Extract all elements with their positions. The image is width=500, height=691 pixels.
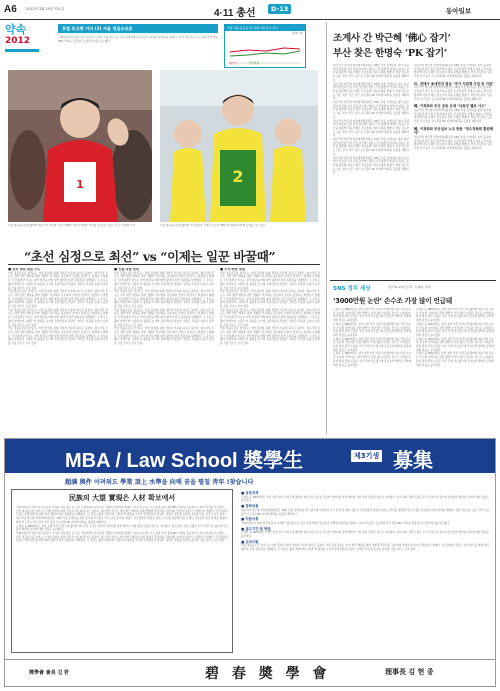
photo-right-caption: 서울 정읍유로문에 출마한 민주통합당 신경민 후보가 28일 지지자들과 함께 유세를 하고 있다. (160, 224, 266, 227)
election-logo (5, 24, 39, 66)
page-number: A6 (4, 4, 17, 15)
ad-label-eligibility: ■ 응모자격 (241, 491, 259, 495)
right-body-left: 새누리당 박근혜 비상대책위원장은 28일 서울 조계사를 찾아 불교계 인사들과 만나 민심 잡기에 나섰다. 민주통합당 한명숙 대표는 부산을 방문해 낙동강 벨트 후보들의 지원 유세를 펼쳤다. 양당 지도부는 남은 선거 기간 동안 수도권과 PK 지역에 화력을 집중할 계획이다. 새누리당 박근혜 비상대책위원장은 28일 서울 조계사를 찾아 불교계 인사들과 만나 민심 잡기에 나섰다. 민주통합당 한명숙 대표는 부산을 방문해 낙동강 벨트 후보들의 지원 유세를 펼쳤다. 양당 지도부는 남은 선거 기간 동안 수도권과 PK 지역에 화력을 집중할 계획이다. 새누리당 박근혜 비상대책위원장은 28일 서울 조계사를 찾아 불교계 인사들과 만나 민심 잡기에 나섰다. 민주통합당 한명숙 대표는 부산을 방문해 낙동강 벨트 후보들의 지원 유세를 펼쳤다. 양당 지도부는 남은 선거 기간 동안 수도권과 PK 지역에 화력을 집중할 계획이다. 새누리당 박근혜 비상대책위원장은 28일 서울 조계사를 찾아 불교계 인사들과 만나 민심 잡기에 나섰다. 민주통합당 한명숙 대표는 부산을 방문해 낙동강 벨트 후보들의 지원 유세를 펼쳤다. 양당 지도부는 남은 선거 기간 동안 수도권과 PK 지역에 화력을 집중할 계획이다. 새누리당 박근혜 비상대책위원장은 28일 서울 조계사를 찾아 불교계 인사들과 만나 민심 잡기에 나섰다. 민주통합당 한명숙 대표는 부산을 방문해 낙동강 벨트 후보들의 지원 유세를 펼쳤다. 양당 지도부는 남은 선거 기간 동안 수도권과 PK 지역에 화력을 집중할 계획이다. 새누리당 박근혜 비상대책위원장은 28일 서울 조계사를 찾아 불교계 인사들과 만나 민심 잡기에 나섰다. 민주통합당 한명숙 대표는 부산을 방문해 낙동강 벨트 후보들의 지원 유세를 펼쳤다. 양당 지도부는 남은 선거 기간 동안 수도권과 PK 지역에 화력을 집중할 계획이다. (333, 64, 409, 175)
article-sub-b: ■ 인물 대결 양상 (114, 268, 139, 271)
poll-lines (228, 38, 302, 64)
headline-rule (8, 264, 320, 265)
election-logo-line1: 약속 (5, 23, 27, 36)
article-sub-a: ■ 정치 세력 대결 구도 (8, 268, 41, 271)
section-dday-tag: D-13 (268, 4, 291, 14)
ad-title: MBA / Law School 奬學生 (65, 450, 304, 472)
sns-rule (330, 280, 496, 281)
ad-right-details: ■ 응모자격 트위터 등 SNS에서는 선거 초반 부산 사상구에 출마한 새누리당 손수조 후보의 선거비용 관련 발언이 가장 많이 언급된 것으로 나타났다. 분석 결과 관련 트윗은 수만 건에 이르렀으며 후보들의 발언과 공약에 대한 관심도 높아졌다. ■ 장학내용 새누리당 박근혜 비상대책위원장은 28일 서울 조계사를 찾아 불교계 인사들과 만나 민심 잡기에 나섰다. 민주통합당 한명숙 대표는 부산을 방문해 낙동강 벨트 후보들의 지원 유세를 펼쳤다. 양당 지도부는 남은 선거 기간 동안 수도권과 PK 지역에 화력을 집중할 계획이다. ■ 지원서류 국회의원선거 첫날 선거 운동이 시작된 서울 종로 등 주요 격전지에서 후보들이 치열한 유세전을 펼쳤다. 여야 지도부는 수도권과 부산·경남(PK) 지역을 집중적으로 찾아 지지를 호소했다. ■ 접수기간 및 방법 트위터 등 SNS에서는 선거 초반 부산 사상구에 출마한 새누리당 손수조 후보의 선거비용 관련 발언이 가장 많이 언급된 것으로 나타났다. 분석 결과 관련 트윗은 수만 건에 이르렀으며 후보들의 발언과 공약에 대한 관심도 높아졌다. ■ 유의사항 서울 정읍유로문 선거구는 이번 총선의 최대 격전지 가운데 하나로 꼽힌다. 새누리당 후보는 지역 현안 해결을 위한 경험과 추진력을 강조하며 초선의 심정으로 뛰겠다고 밝혔다. 민주통합당 후보는 지역 일꾼을 바꿀 때가 됐다며 정권 심판론을 내세웠다. 두 후보는 출마 첫날부터 시장과 역 광장을 오가며 유권자들과 만났다. 양측은 부동층 표심이 승부를 가를 것으로 보고 있다. (241, 491, 489, 552)
ad-left-box: 民族의 大望 實現은 人材 확보에서 국회의원선거 첫날 선거 운동이 시작된 서울 종로 등 주요 격전지에서 후보들이 치열한 유세전을 펼쳤다. 여야 지도부는 수도권과 부산·경남(PK) 지역을 집중적으로 찾아 지지를 호소했다. 서울 정읍유로문 선거구는 이번 총선의 최대 격전지 가운데 하나로 꼽힌다. 새누리당 후보는 지역 현안 해결을 위한 경험과 추진력을 강조하며 초선의 심정으로 뛰겠다고 밝혔다. 민주통합당 후보는 지역 일꾼을 바꿀 때가 됐다며 정권 심판론을 내세웠다. 두 후보는 출마 첫날부터 시장과 역 광장을 오가며 유권자들과 만났다. 양측은 부동층 표심이 승부를 가를 것으로 보고 있다. 새누리당 박근혜 비상대책위원장은 28일 서울 조계사를 찾아 불교계 인사들과 만나 민심 잡기에 나섰다. 민주통합당 한명숙 대표는 부산을 방문해 낙동강 벨트 후보들의 지원 유세를 펼쳤다. 양당 지도부는 남은 선거 기간 동안 수도권과 PK 지역에 화력을 집중할 계획이다. 트위터 등 SNS에서는 선거 초반 부산 사상구에 출마한 새누리당 손수조 후보의 선거비용 관련 발언이 가장 많이 언급된 것으로 나타났다. 분석 결과 관련 트윗은 수만 건에 이르렀으며 후보들의 발언과 공약에 대한 관심도 높아졌다. 국회의원선거 첫날 선거 운동이 시작된 서울 종로 등 주요 격전지에서 후보들이 치열한 유세전을 펼쳤다. 여야 지도부는 수도권과 부산·경남(PK) 지역을 집중적으로 찾아 지지를 호소했다. 서울 정읍유로문 선거구는 이번 총선의 최대 격전지 가운데 하나로 꼽힌다. 새누리당 후보는 지역 현안 해결을 위한 경험과 추진력을 강조하며 초선의 심정으로 뛰겠다고 밝혔다. 민주통합당 후보는 지역 일꾼을 바꿀 때가 됐다며 정권 심판론을 내세웠다. 두 후보는 출마 첫날부터 시장과 역 광장을 오가며 유권자들과 만났다. 양측은 부동층 표심이 승부를 가를 것으로 보고 있다. (11, 489, 233, 653)
poll-title: 서울 정읍유로문 한 판세 여론조사 추이 (225, 25, 305, 31)
section-title: 4·11 총선 (214, 8, 256, 19)
ad-label-application: ■ 접수기간 및 방법 (241, 526, 271, 531)
poll-box (224, 24, 306, 68)
photo-left-caption: 서울 정읍유로문에 출마한 새누리당 정인현 후보가 28일 거리 유세에서 지지를 호소하고 있다. 사진: 김재명 기자 (8, 224, 135, 227)
page-header (0, 0, 500, 20)
column-divider (326, 22, 327, 434)
scholarship-ad (4, 438, 496, 687)
ad-box-title: 民族의 大望 實現은 人材 확보에서 (68, 494, 176, 502)
newspaper-logo: 동아일보 (446, 7, 472, 15)
right-headline-2: 부산 찾은 한명숙 ‘PK 잡기’ (333, 48, 447, 59)
main-headline: “초선 심정으로 최선” vs “이제는 일꾼 바꿀때” (24, 249, 276, 264)
top-banner: 포털 토크랑 거더 (2) 서울 정읍유로문 (58, 24, 218, 33)
top-intro: 국회의원선거 첫날 선거 운동이 시작된 서울 종로 등 주요 격전지에서 후보들이 치열한 유세전을 펼쳤다. 여야 지도부는 수도권과 부산·경남(PK) 지역을 집중적으로 찾아 지지를 호소했다. (58, 36, 218, 43)
election-logo-line2: 2012 (5, 36, 31, 46)
candidate-right-illustration (160, 70, 318, 222)
side-note-2: 韓, 이정희와 부산 공동 유세 "낙동강 벨트 사수" (414, 104, 487, 109)
side-note-1: 朴, 천태사 종대전과 점심 "국가 지원책 사업 등 지원" (414, 81, 494, 86)
right-headline-1: 조계사 간 박근혜 ‘佛心 잡기’ (333, 33, 451, 44)
ad-subtitle: 超满 與件 어려워도 學業 頂上 水準을 向해 꿈을 펼칠 靑年 !찾습니다 (65, 479, 254, 486)
side-note-3: 韓, 이정희와 부산일보 노조 방문 "정수장학회 환원해야" (414, 126, 494, 136)
ad-footer-name: 碧 春 奬 學 會 (205, 666, 331, 682)
ad-recruit: 募集 (393, 448, 433, 472)
article-column-1: ■ 정치 세력 대결 구도 서울 정읍유로문 선거구는 이번 총선의 최대 격전지 가운데 하나로 꼽힌다. 새누리당 후보는 지역 현안 해결을 위한 경험과 추진력을 강조하며 초선의 심정으로 뛰겠다고 밝혔다. 민주통합당 후보는 지역 일꾼을 바꿀 때가 됐다며 정권 심판론을 내세웠다. 두 후보는 출마 첫날부터 시장과 역 광장을 오가며 유권자들과 만났다. 양측은 부동층 표심이 승부를 가를 것으로 보고 있다. 서울 정읍유로문 선거구는 이번 총선의 최대 격전지 가운데 하나로 꼽힌다. 새누리당 후보는 지역 현안 해결을 위한 경험과 추진력을 강조하며 초선의 심정으로 뛰겠다고 밝혔다. 민주통합당 후보는 지역 일꾼을 바꿀 때가 됐다며 정권 심판론을 내세웠다. 두 후보는 출마 첫날부터 시장과 역 광장을 오가며 유권자들과 만났다. 양측은 부동층 표심이 승부를 가를 것으로 보고 있다. 서울 정읍유로문 선거구는 이번 총선의 최대 격전지 가운데 하나로 꼽힌다. 새누리당 후보는 지역 현안 해결을 위한 경험과 추진력을 강조하며 초선의 심정으로 뛰겠다고 밝혔다. 민주통합당 후보는 지역 일꾼을 바꿀 때가 됐다며 정권 심판론을 내세웠다. 두 후보는 출마 첫날부터 시장과 역 광장을 오가며 유권자들과 만났다. 양측은 부동층 표심이 승부를 가를 것으로 보고 있다. 서울 정읍유로문 선거구는 이번 총선의 최대 격전지 가운데 하나로 꼽힌다. 새누리당 후보는 지역 현안 해결을 위한 경험과 추진력을 강조하며 초선의 심정으로 뛰겠다고 밝혔다. 민주통합당 후보는 지역 일꾼을 바꿀 때가 됐다며 정권 심판론을 내세웠다. 두 후보는 출마 첫날부터 시장과 역 광장을 오가며 유권자들과 만났다. 양측은 부동층 표심이 승부를 가를 것으로 보고 있다. (8, 268, 108, 346)
ad-footer-left: 奬學會 會長 김 환 (29, 670, 69, 676)
issue-date: 2012년 3월 29일 목요일 (26, 7, 64, 11)
svg-text:1: 1 (76, 178, 84, 191)
svg-text:2: 2 (232, 167, 244, 186)
ad-label-documents: ■ 지원서류 (241, 517, 259, 522)
right-side-notes: 새누리당 박근혜 비상대책위원장은 28일 서울 조계사를 찾아 불교계 인사들과 만나 민심 잡기에 나섰다. 민주통합당 한명숙 대표는 부산을 방문해 낙동강 벨트 후보들의 지원 유세를 펼쳤다. 양당 지도부는 남은 선거 기간 동안 수도권과 PK 지역에 화력을 집중할 계획이다. 朴, 천태사 종대전과 점심 "국가 지원책 사업 등 지원" 새누리당 박근혜 비상대책위원장은 28일 서울 조계사를 찾아 불교계 인사들과 만나 민심 잡기에 나섰다. 민주통합당 한명숙 대표는 부산을 방문해 낙동강 벨트 후보들의 지원 유세를 펼쳤다. 양당 지도부는 남은 선거 기간 동안 수도권과 PK 지역에 화력을 집중할 계획이다. 韓, 이정희와 부산 공동 유세 "낙동강 벨트 사수" 새누리당 박근혜 비상대책위원장은 28일 서울 조계사를 찾아 불교계 인사들과 만나 민심 잡기에 나섰다. 민주통합당 한명숙 대표는 부산을 방문해 낙동강 벨트 후보들의 지원 유세를 펼쳤다. 양당 지도부는 남은 선거 기간 동안 수도권과 PK 지역에 화력을 집중할 계획이다. 韓, 이정희와 부산일보 노조 방문 "정수장학회 환원해야" 새누리당 박근혜 비상대책위원장은 28일 서울 조계사를 찾아 불교계 인사들과 만나 민심 잡기에 나섰다. 민주통합당 한명숙 대표는 부산을 방문해 낙동강 벨트 후보들의 지원 유세를 펼쳤다. 양당 지도부는 남은 선거 기간 동안 수도권과 PK 지역에 화력을 집중할 계획이다. (414, 64, 494, 150)
photo-candidate-left (8, 70, 152, 222)
poll-legend-1: 새누리 (229, 62, 237, 65)
article-column-3: ■ 조직·바람 대결 서울 정읍유로문 선거구는 이번 총선의 최대 격전지 가운데 하나로 꼽힌다. 새누리당 후보는 지역 현안 해결을 위한 경험과 추진력을 강조하며 초선의 심정으로 뛰겠다고 밝혔다. 민주통합당 후보는 지역 일꾼을 바꿀 때가 됐다며 정권 심판론을 내세웠다. 두 후보는 출마 첫날부터 시장과 역 광장을 오가며 유권자들과 만났다. 양측은 부동층 표심이 승부를 가를 것으로 보고 있다. 서울 정읍유로문 선거구는 이번 총선의 최대 격전지 가운데 하나로 꼽힌다. 새누리당 후보는 지역 현안 해결을 위한 경험과 추진력을 강조하며 초선의 심정으로 뛰겠다고 밝혔다. 민주통합당 후보는 지역 일꾼을 바꿀 때가 됐다며 정권 심판론을 내세웠다. 두 후보는 출마 첫날부터 시장과 역 광장을 오가며 유권자들과 만났다. 양측은 부동층 표심이 승부를 가를 것으로 보고 있다. 서울 정읍유로문 선거구는 이번 총선의 최대 격전지 가운데 하나로 꼽힌다. 새누리당 후보는 지역 현안 해결을 위한 경험과 추진력을 강조하며 초선의 심정으로 뛰겠다고 밝혔다. 민주통합당 후보는 지역 일꾼을 바꿀 때가 됐다며 정권 심판론을 내세웠다. 두 후보는 출마 첫날부터 시장과 역 광장을 오가며 유권자들과 만났다. 양측은 부동층 표심이 승부를 가를 것으로 보고 있다. 서울 정읍유로문 선거구는 이번 총선의 최대 격전지 가운데 하나로 꼽힌다. 새누리당 후보는 지역 현안 해결을 위한 경험과 추진력을 강조하며 초선의 심정으로 뛰겠다고 밝혔다. 민주통합당 후보는 지역 일꾼을 바꿀 때가 됐다며 정권 심판론을 내세웠다. 두 후보는 출마 첫날부터 시장과 역 광장을 오가며 유권자들과 만났다. 양측은 부동층 표심이 승부를 가를 것으로 보고 있다. (220, 268, 320, 346)
sns-body-1: 트위터 등 SNS에서는 선거 초반 부산 사상구에 출마한 새누리당 손수조 후보의 선거비용 관련 발언이 가장 많이 언급된 것으로 나타났다. 분석 결과 관련 트윗은 수만 건에 이르렀으며 후보들의 발언과 공약에 대한 관심도 높아졌다. 트위터 등 SNS에서는 선거 초반 부산 사상구에 출마한 새누리당 손수조 후보의 선거비용 관련 발언이 가장 많이 언급된 것으로 나타났다. 분석 결과 관련 트윗은 수만 건에 이르렀으며 후보들의 발언과 공약에 대한 관심도 높아졌다. 트위터 등 SNS에서는 선거 초반 부산 사상구에 출마한 새누리당 손수조 후보의 선거비용 관련 발언이 가장 많이 언급된 것으로 나타났다. 분석 결과 관련 트윗은 수만 건에 이르렀으며 후보들의 발언과 공약에 대한 관심도 높아졌다. 트위터 등 SNS에서는 선거 초반 부산 사상구에 출마한 새누리당 손수조 후보의 선거비용 관련 발언이 가장 많이 언급된 것으로 나타났다. 분석 결과 관련 트윗은 수만 건에 이르렀으며 후보들의 발언과 공약에 대한 관심도 높아졌다. (333, 308, 411, 367)
article-column-2: ■ 인물 대결 양상 서울 정읍유로문 선거구는 이번 총선의 최대 격전지 가운데 하나로 꼽힌다. 새누리당 후보는 지역 현안 해결을 위한 경험과 추진력을 강조하며 초선의 심정으로 뛰겠다고 밝혔다. 민주통합당 후보는 지역 일꾼을 바꿀 때가 됐다며 정권 심판론을 내세웠다. 두 후보는 출마 첫날부터 시장과 역 광장을 오가며 유권자들과 만났다. 양측은 부동층 표심이 승부를 가를 것으로 보고 있다. 서울 정읍유로문 선거구는 이번 총선의 최대 격전지 가운데 하나로 꼽힌다. 새누리당 후보는 지역 현안 해결을 위한 경험과 추진력을 강조하며 초선의 심정으로 뛰겠다고 밝혔다. 민주통합당 후보는 지역 일꾼을 바꿀 때가 됐다며 정권 심판론을 내세웠다. 두 후보는 출마 첫날부터 시장과 역 광장을 오가며 유권자들과 만났다. 양측은 부동층 표심이 승부를 가를 것으로 보고 있다. 서울 정읍유로문 선거구는 이번 총선의 최대 격전지 가운데 하나로 꼽힌다. 새누리당 후보는 지역 현안 해결을 위한 경험과 추진력을 강조하며 초선의 심정으로 뛰겠다고 밝혔다. 민주통합당 후보는 지역 일꾼을 바꿀 때가 됐다며 정권 심판론을 내세웠다. 두 후보는 출마 첫날부터 시장과 역 광장을 오가며 유권자들과 만났다. 양측은 부동층 표심이 승부를 가를 것으로 보고 있다. 서울 정읍유로문 선거구는 이번 총선의 최대 격전지 가운데 하나로 꼽힌다. 새누리당 후보는 지역 현안 해결을 위한 경험과 추진력을 강조하며 초선의 심정으로 뛰겠다고 밝혔다. 민주통합당 후보는 지역 일꾼을 바꿀 때가 됐다며 정권 심판론을 내세웠다. 두 후보는 출마 첫날부터 시장과 역 광장을 오가며 유권자들과 만났다. 양측은 부동층 표심이 승부를 가를 것으로 보고 있다. (114, 268, 214, 346)
ad-label-notes: ■ 유의사항 (241, 539, 259, 544)
photo-candidate-right (160, 70, 318, 222)
candidate-left-illustration (8, 70, 152, 222)
poll-unit: (단위: %) (291, 32, 303, 35)
ad-footer-right: 理事長 김 현 종 (385, 668, 434, 676)
sns-body-2: 트위터 등 SNS에서는 선거 초반 부산 사상구에 출마한 새누리당 손수조 후보의 선거비용 관련 발언이 가장 많이 언급된 것으로 나타났다. 분석 결과 관련 트윗은 수만 건에 이르렀으며 후보들의 발언과 공약에 대한 관심도 높아졌다. 트위터 등 SNS에서는 선거 초반 부산 사상구에 출마한 새누리당 손수조 후보의 선거비용 관련 발언이 가장 많이 언급된 것으로 나타났다. 분석 결과 관련 트윗은 수만 건에 이르렀으며 후보들의 발언과 공약에 대한 관심도 높아졌다. 트위터 등 SNS에서는 선거 초반 부산 사상구에 출마한 새누리당 손수조 후보의 선거비용 관련 발언이 가장 많이 언급된 것으로 나타났다. 분석 결과 관련 트윗은 수만 건에 이르렀으며 후보들의 발언과 공약에 대한 관심도 높아졌다. 트위터 등 SNS에서는 선거 초반 부산 사상구에 출마한 새누리당 손수조 후보의 선거비용 관련 발언이 가장 많이 언급된 것으로 나타났다. 분석 결과 관련 트윗은 수만 건에 이르렀으며 후보들의 발언과 공약에 대한 관심도 높아졌다. (416, 308, 494, 367)
ad-label-benefits: ■ 장학내용 (241, 504, 259, 509)
article-sub-c: ■ 조직·바람 대결 (220, 268, 245, 271)
sns-subtitle: 선거 D-13일 전·후 ‘트위터’ 분석 (388, 285, 431, 289)
poll-legend-2: 민주통합 (249, 62, 260, 65)
sns-tag: SNS 정치 세상 (333, 286, 371, 292)
sns-headline: ‘3000만원 논란’ 손수조 가장 많이 언급돼 (333, 297, 453, 305)
ad-round: 제3기생 (351, 450, 382, 462)
